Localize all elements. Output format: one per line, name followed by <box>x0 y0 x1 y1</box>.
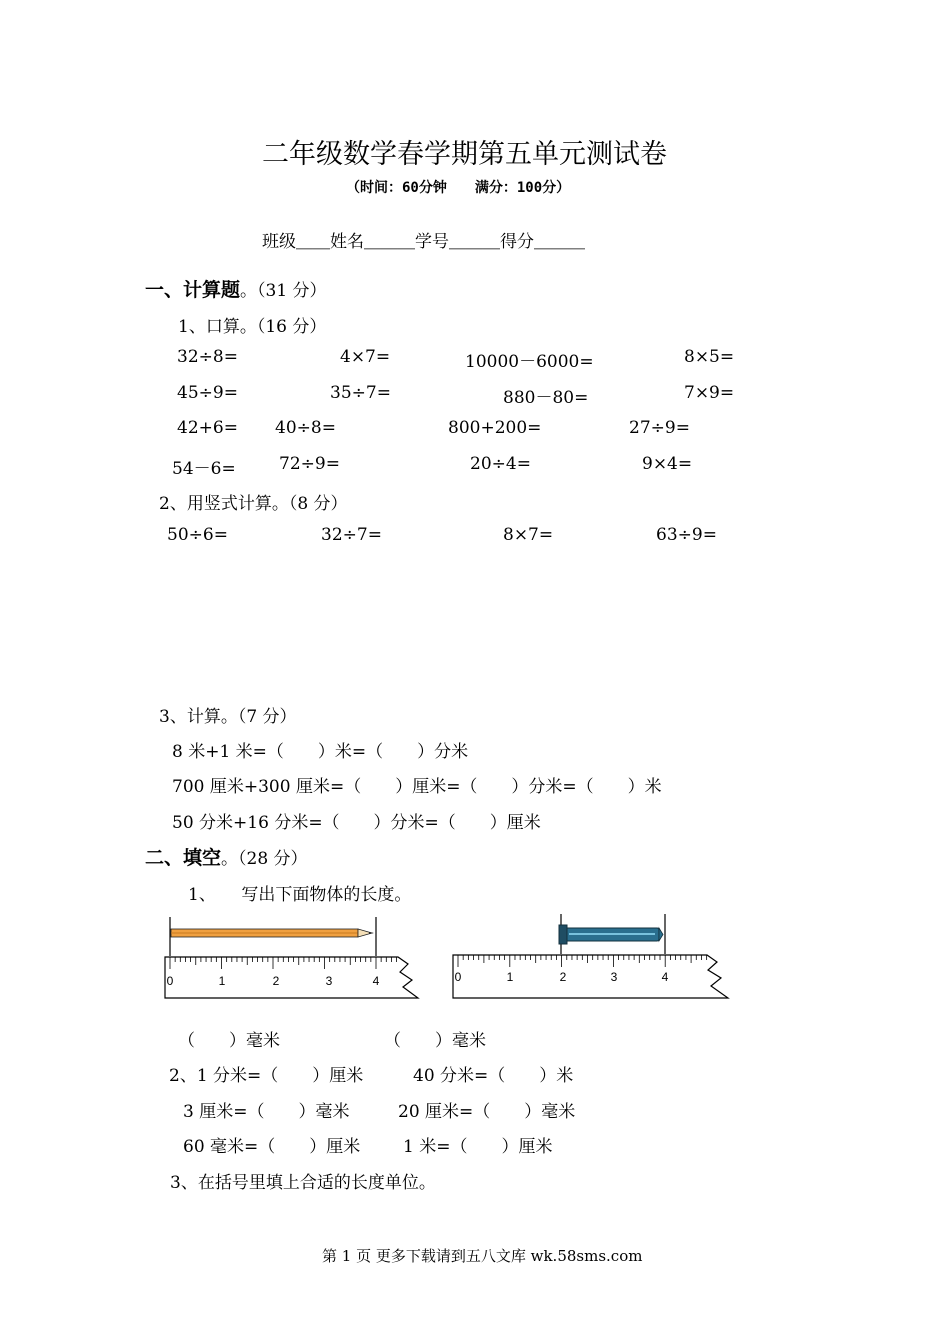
ruler-tick-label: 2 <box>559 970 567 984</box>
ruler-tick-label: 2 <box>272 974 280 988</box>
ruler-2 <box>453 955 728 998</box>
section-2-points: 。（28 分） <box>221 849 308 869</box>
ruler-with-nail <box>445 910 735 1007</box>
ruler-tick-label: 1 <box>506 970 514 984</box>
measure-answer-pencil: （ ）毫米 <box>178 1031 280 1051</box>
unit-fill-item: 40 分米=（ ）米 <box>413 1066 574 1086</box>
ruler-tick-label: 3 <box>610 970 618 984</box>
unit-calc-line: 50 分米+16 分米=（ ）分米=（ ）厘米 <box>172 813 541 833</box>
page-title: 二年级数学春学期第五单元测试卷 <box>262 139 667 170</box>
measure-question-label: 1、 写出下面物体的长度。 <box>188 885 412 905</box>
unit-fill-item: 20 厘米=（ ）毫米 <box>398 1102 576 1122</box>
vertical-calc-item: 8×7= <box>503 525 554 545</box>
ruler-with-pencil <box>160 912 435 1007</box>
ruler-tick-label: 4 <box>372 974 380 988</box>
oral-calc-item: 40÷8= <box>275 418 336 438</box>
section-1-points: 。（31 分） <box>240 281 327 301</box>
oral-calc-item: 7×9= <box>684 383 735 403</box>
nail-image <box>559 925 663 944</box>
oral-calc-item: 32÷8= <box>177 347 238 367</box>
oral-calc-item: 10000－6000= <box>465 352 594 372</box>
oral-calc-item: 8×5= <box>684 347 735 367</box>
oral-calc-item: 35÷7= <box>330 383 391 403</box>
unit-calc-line: 700 厘米+300 厘米=（ ）厘米=（ ）分米=（ ）米 <box>172 777 662 797</box>
oral-calc-item: 880－80= <box>503 388 589 408</box>
ruler-1 <box>165 957 418 998</box>
vertical-calc-item: 50÷6= <box>167 525 228 545</box>
time-and-score: （时间：60分钟 满分：100分） <box>346 180 571 196</box>
unit-fill-item: 60 毫米=（ ）厘米 <box>183 1137 361 1157</box>
page-footer: 第 1 页 更多下载请到五八文库 wk.58sms.com <box>322 1247 643 1265</box>
unit-fill-item: 1 米=（ ）厘米 <box>403 1137 553 1157</box>
oral-calc-item: 9×4= <box>642 454 693 474</box>
unit-fill-item: 3 厘米=（ ）毫米 <box>183 1102 350 1122</box>
unit-fill-item: 2、1 分米=（ ）厘米 <box>169 1066 364 1086</box>
question-3-label: 3、计算。（7 分） <box>159 707 297 727</box>
ruler-tick-label: 0 <box>454 970 462 984</box>
section-1-heading <box>145 275 327 302</box>
ruler-tick-label: 0 <box>166 974 174 988</box>
oral-calc-item: 800+200= <box>448 418 542 438</box>
measure-answer-nail: （ ）毫米 <box>384 1031 486 1051</box>
oral-calc-item: 72÷9= <box>279 454 340 474</box>
unit-calc-line: 8 米+1 米=（ ）米=（ ）分米 <box>172 742 469 762</box>
oral-calc-item: 20÷4= <box>470 454 531 474</box>
question-1-label: 1、口算。（16 分） <box>178 317 327 337</box>
pencil-image <box>171 929 374 937</box>
ruler-tick-label: 3 <box>325 974 333 988</box>
oral-calc-item: 54－6= <box>172 459 236 479</box>
oral-calc-item: 27÷9= <box>629 418 690 438</box>
ruler-tick-label: 1 <box>218 974 226 988</box>
oral-calc-item: 42+6= <box>177 418 238 438</box>
section-1-title: 一、计算题 <box>145 279 241 301</box>
ruler-tick-label: 4 <box>661 970 669 984</box>
student-info-line: 班级＿＿姓名＿＿＿学号＿＿＿得分＿＿＿ <box>262 232 585 252</box>
vertical-calc-item: 32÷7= <box>321 525 382 545</box>
vertical-calc-item: 63÷9= <box>656 525 717 545</box>
question-2-label: 2、用竖式计算。（8 分） <box>159 494 348 514</box>
section-2-title: 二、填空 <box>145 847 222 869</box>
section-2-heading <box>145 843 308 870</box>
fill-units-question: 3、在括号里填上合适的长度单位。 <box>170 1173 436 1193</box>
oral-calc-item: 45÷9= <box>177 383 238 403</box>
oral-calc-item: 4×7= <box>340 347 391 367</box>
